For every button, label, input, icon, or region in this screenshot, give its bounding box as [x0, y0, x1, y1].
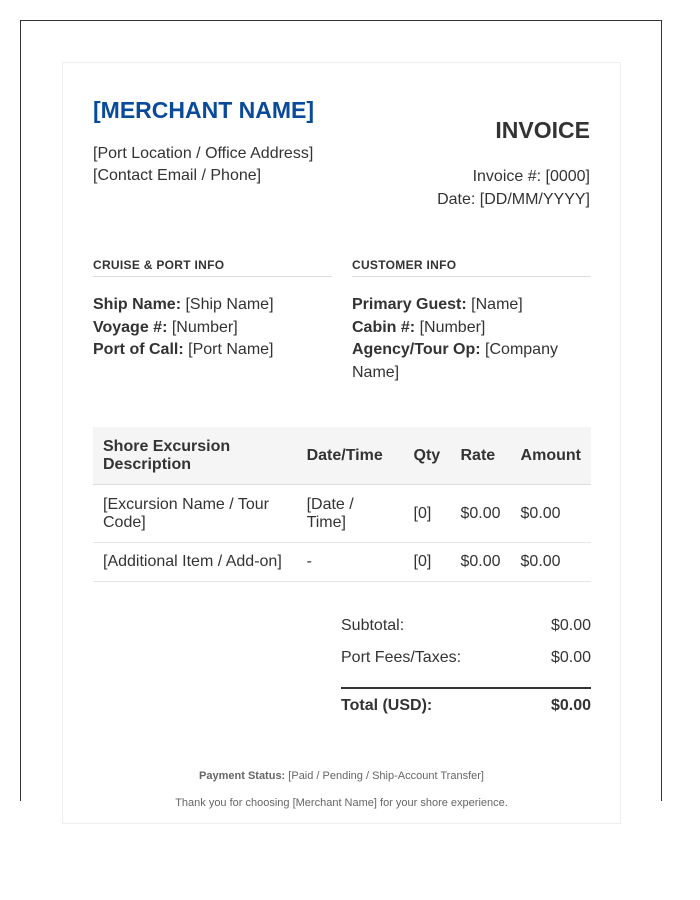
customer-info-section [352, 258, 591, 384]
invoice-number: [0000] [545, 168, 590, 185]
table-row [93, 485, 591, 543]
subtotal-label: Subtotal: [341, 617, 405, 634]
merchant-contact: [Contact Email / Phone] [93, 167, 262, 184]
totals-block [341, 615, 591, 727]
col-header-rate: Rate [450, 427, 510, 485]
agency-line [352, 339, 591, 384]
cell-qty: [0] [404, 543, 451, 582]
thank-you-note: Thank you for choosing [Merchant Name] for your shore experience. [175, 797, 508, 809]
cabin-value: [Number] [419, 318, 486, 336]
table-row [93, 543, 591, 582]
cell-description: [Additional Item / Add-on] [93, 543, 297, 582]
ship-name-label: Ship Name: [93, 296, 182, 313]
fees-row [341, 647, 591, 679]
total-row [341, 687, 591, 727]
subtotal-row [341, 615, 591, 647]
guest-line [352, 294, 591, 317]
agency-value: [Company Name] [352, 341, 558, 381]
cell-amount: $0.00 [511, 485, 591, 543]
fees-label: Port Fees/Taxes: [341, 649, 462, 666]
guest-label: Primary Guest: [352, 296, 467, 313]
merchant-contact-block [93, 143, 313, 187]
col-header-amount: Amount [511, 427, 591, 485]
invoice-paper [62, 62, 621, 824]
invoice-date: [DD/MM/YYYY] [479, 191, 590, 208]
ship-name-value: [Ship Name] [185, 296, 274, 313]
payment-status-value: [Paid / Pending / Ship-Account Transfer] [288, 770, 484, 782]
cell-rate: $0.00 [450, 543, 510, 582]
cell-rate: $0.00 [450, 485, 510, 543]
payment-status [63, 770, 620, 782]
fees-value: $0.00 [550, 649, 591, 666]
guest-value: [Name] [471, 296, 523, 313]
cell-qty: [0] [404, 485, 451, 543]
col-header-qty: Qty [404, 427, 451, 485]
cell-datetime: - [297, 543, 404, 582]
col-header-datetime: Date/Time [297, 427, 404, 485]
merchant-name: [MERCHANT NAME] [93, 97, 315, 123]
port-label: Port of Call: [93, 341, 184, 358]
line-items-table [93, 427, 591, 582]
invoice-number-label: Invoice #: [472, 168, 542, 185]
ship-name-line [93, 294, 332, 317]
cabin-line [352, 317, 591, 340]
invoice-meta [437, 165, 590, 211]
cabin-label: Cabin #: [352, 318, 416, 336]
invoice-date-label: Date: [437, 191, 476, 208]
col-header-description: Shore Excursion Description [93, 427, 297, 485]
port-value: [Port Name] [188, 341, 274, 358]
table-header-row [93, 427, 591, 485]
payment-status-label: Payment Status: [199, 770, 286, 782]
cell-description: [Excursion Name / Tour Code] [93, 485, 297, 543]
subtotal-value: $0.00 [550, 617, 591, 634]
voyage-value: [Number] [171, 318, 238, 336]
total-value: $0.00 [550, 697, 591, 714]
cruise-info-heading: CRUISE & PORT INFO [93, 258, 332, 277]
agency-label: Agency/Tour Op: [352, 341, 481, 358]
invoice-date-line [437, 188, 590, 211]
merchant-address: [Port Location / Office Address] [93, 145, 314, 162]
cell-datetime: [Date / Time] [297, 485, 404, 543]
voyage-label: Voyage #: [93, 318, 168, 336]
invoice-number-line [437, 165, 590, 188]
invoice-title: INVOICE [495, 117, 590, 143]
cell-amount: $0.00 [511, 543, 591, 582]
cruise-info-section [93, 258, 332, 362]
total-label: Total (USD): [341, 697, 433, 714]
voyage-line [93, 317, 332, 340]
invoice-frame [20, 20, 662, 809]
port-line [93, 339, 332, 362]
customer-info-heading: CUSTOMER INFO [352, 258, 591, 277]
